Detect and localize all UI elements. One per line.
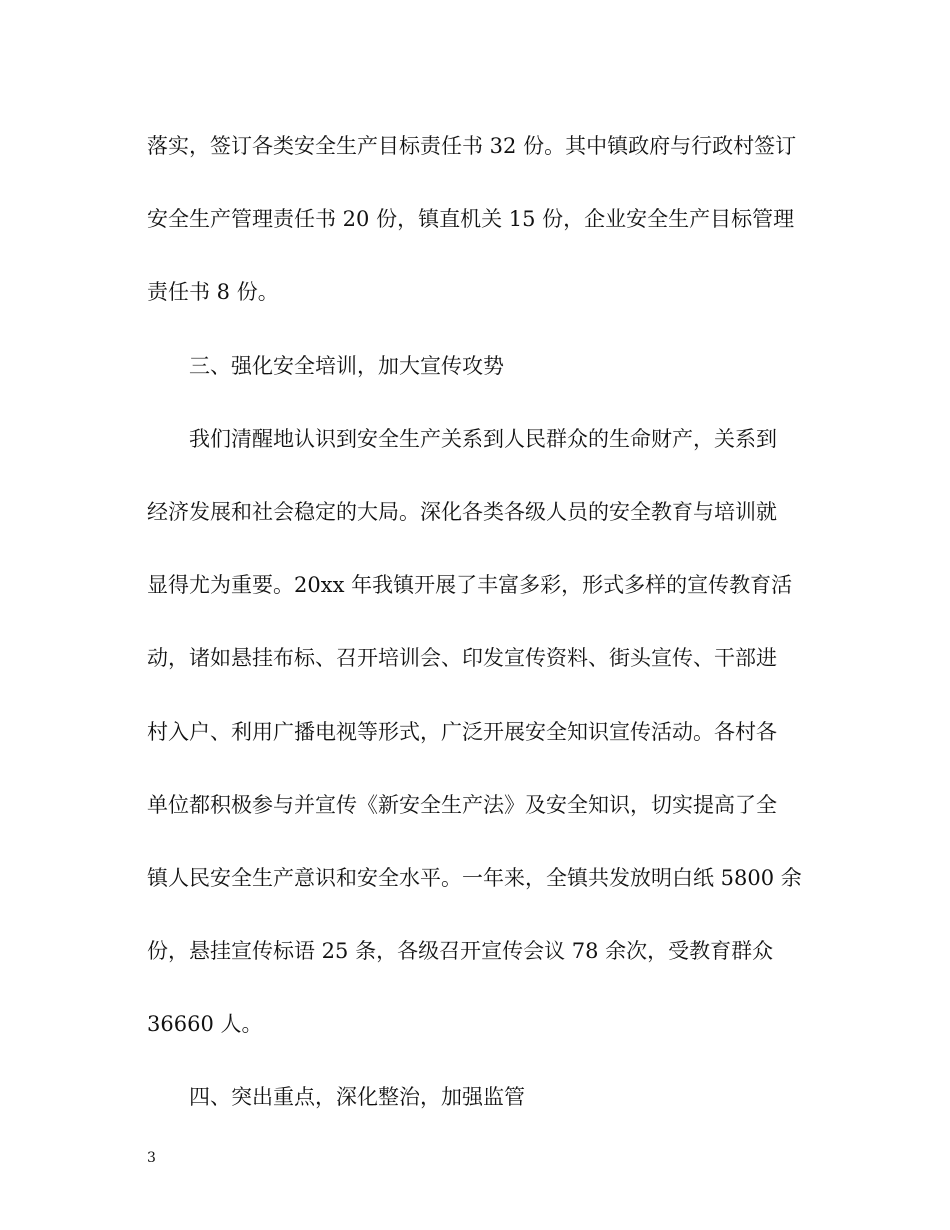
paragraph-first-line: 我们清醒地认识到安全生产关系到人民群众的生命财产，关系到 bbox=[189, 426, 777, 451]
section-heading-three: 三、强化安全培训，加大宣传攻势 bbox=[189, 353, 504, 378]
paragraph-last-line: 36660 人。 bbox=[147, 1012, 263, 1037]
document-body bbox=[147, 118, 807, 1143]
paragraph-line: 动，诸如悬挂布标、召开培训会、印发宣传资料、街头宣传、干部进 bbox=[147, 646, 777, 671]
paragraph-line: 显得尤为重要。20xx 年我镇开展了丰富多彩，形式多样的宣传教育活 bbox=[147, 573, 793, 598]
paragraph-line: 单位都积极参与并宣传《新安全生产法》及安全知识，切实提高了全 bbox=[147, 792, 777, 817]
section-heading-four: 四、突出重点，深化整治，加强监管 bbox=[189, 1085, 525, 1110]
paragraph-line: 村入户、利用广播电视等形式，广泛开展安全知识宣传活动。各村各 bbox=[147, 719, 777, 744]
paragraph-line: 经济发展和社会稳定的大局。深化各类各级人员的安全教育与培训就 bbox=[147, 499, 777, 524]
paragraph-continuation-line: 落实，签订各类安全生产目标责任书 32 份。其中镇政府与行政村签订 bbox=[147, 134, 797, 158]
paragraph-continuation-line: 责任书 8 份。 bbox=[147, 280, 279, 305]
paragraph-continuation-line: 安全生产管理责任书 20 份，镇直机关 15 份，企业安全生产目标管理 bbox=[147, 207, 795, 232]
paragraph-line: 镇人民安全生产意识和安全水平。一年来，全镇共发放明白纸 5800 余 bbox=[147, 865, 802, 890]
paragraph-line: 份，悬挂宣传标语 25 条，各级召开宣传会议 78 余次，受教育群众 bbox=[147, 939, 774, 964]
page-number: 3 bbox=[147, 1150, 156, 1166]
